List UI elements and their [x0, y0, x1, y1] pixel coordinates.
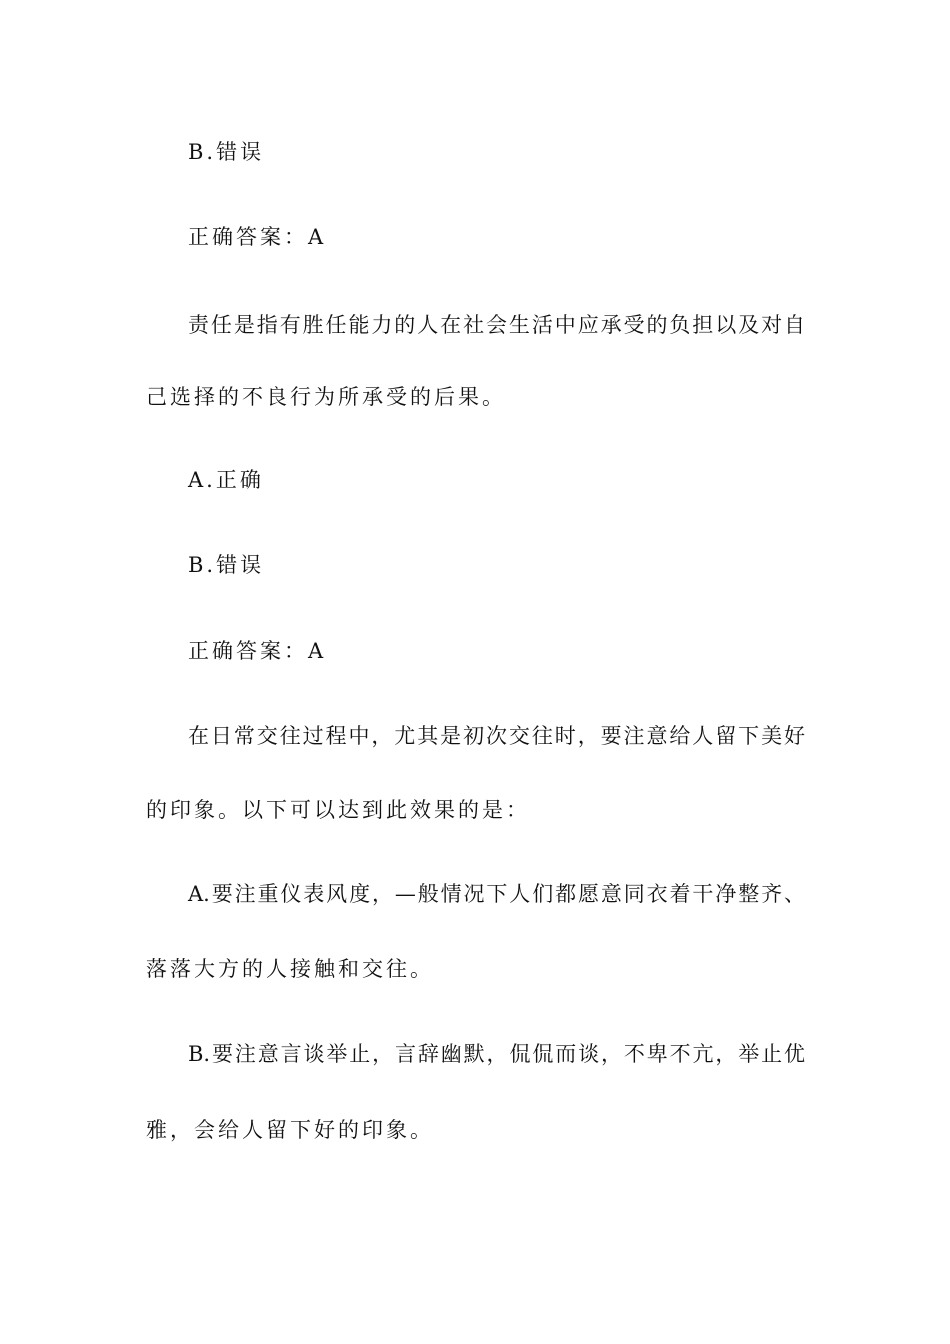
question-2-line-2: 己选择的不良行为所承受的后果。 — [146, 385, 506, 409]
question-3-line-2: 的印象。以下可以达到此效果的是： — [146, 798, 530, 822]
option-a-line-1: A.要注重仪表风度，—般情况下人们都愿意同衣着干净整齐、 — [188, 882, 805, 906]
option-a-line-2: 落落大方的人接触和交往。 — [146, 957, 434, 981]
question-3-line-1: 在日常交往过程中，尤其是初次交往时，要注意给人留下美好 — [188, 724, 805, 748]
option-a-correct-2: A.正确 — [188, 468, 264, 492]
question-2-line-1: 责任是指有胜任能力的人在社会生活中应承受的负担以及对自 — [188, 313, 805, 337]
option-b-wrong-2: B.错误 — [188, 553, 265, 577]
option-b-wrong-1: B.错误 — [188, 140, 265, 164]
answer-line-1: 正确答案：A — [188, 225, 327, 249]
option-b-line-2: 雅，会给人留下好的印象。 — [146, 1118, 434, 1142]
option-b-line-1: B.要注意言谈举止，言辞幽默，侃侃而谈，不卑不亢，举止优 — [188, 1042, 805, 1066]
answer-line-2: 正确答案：A — [188, 639, 327, 663]
